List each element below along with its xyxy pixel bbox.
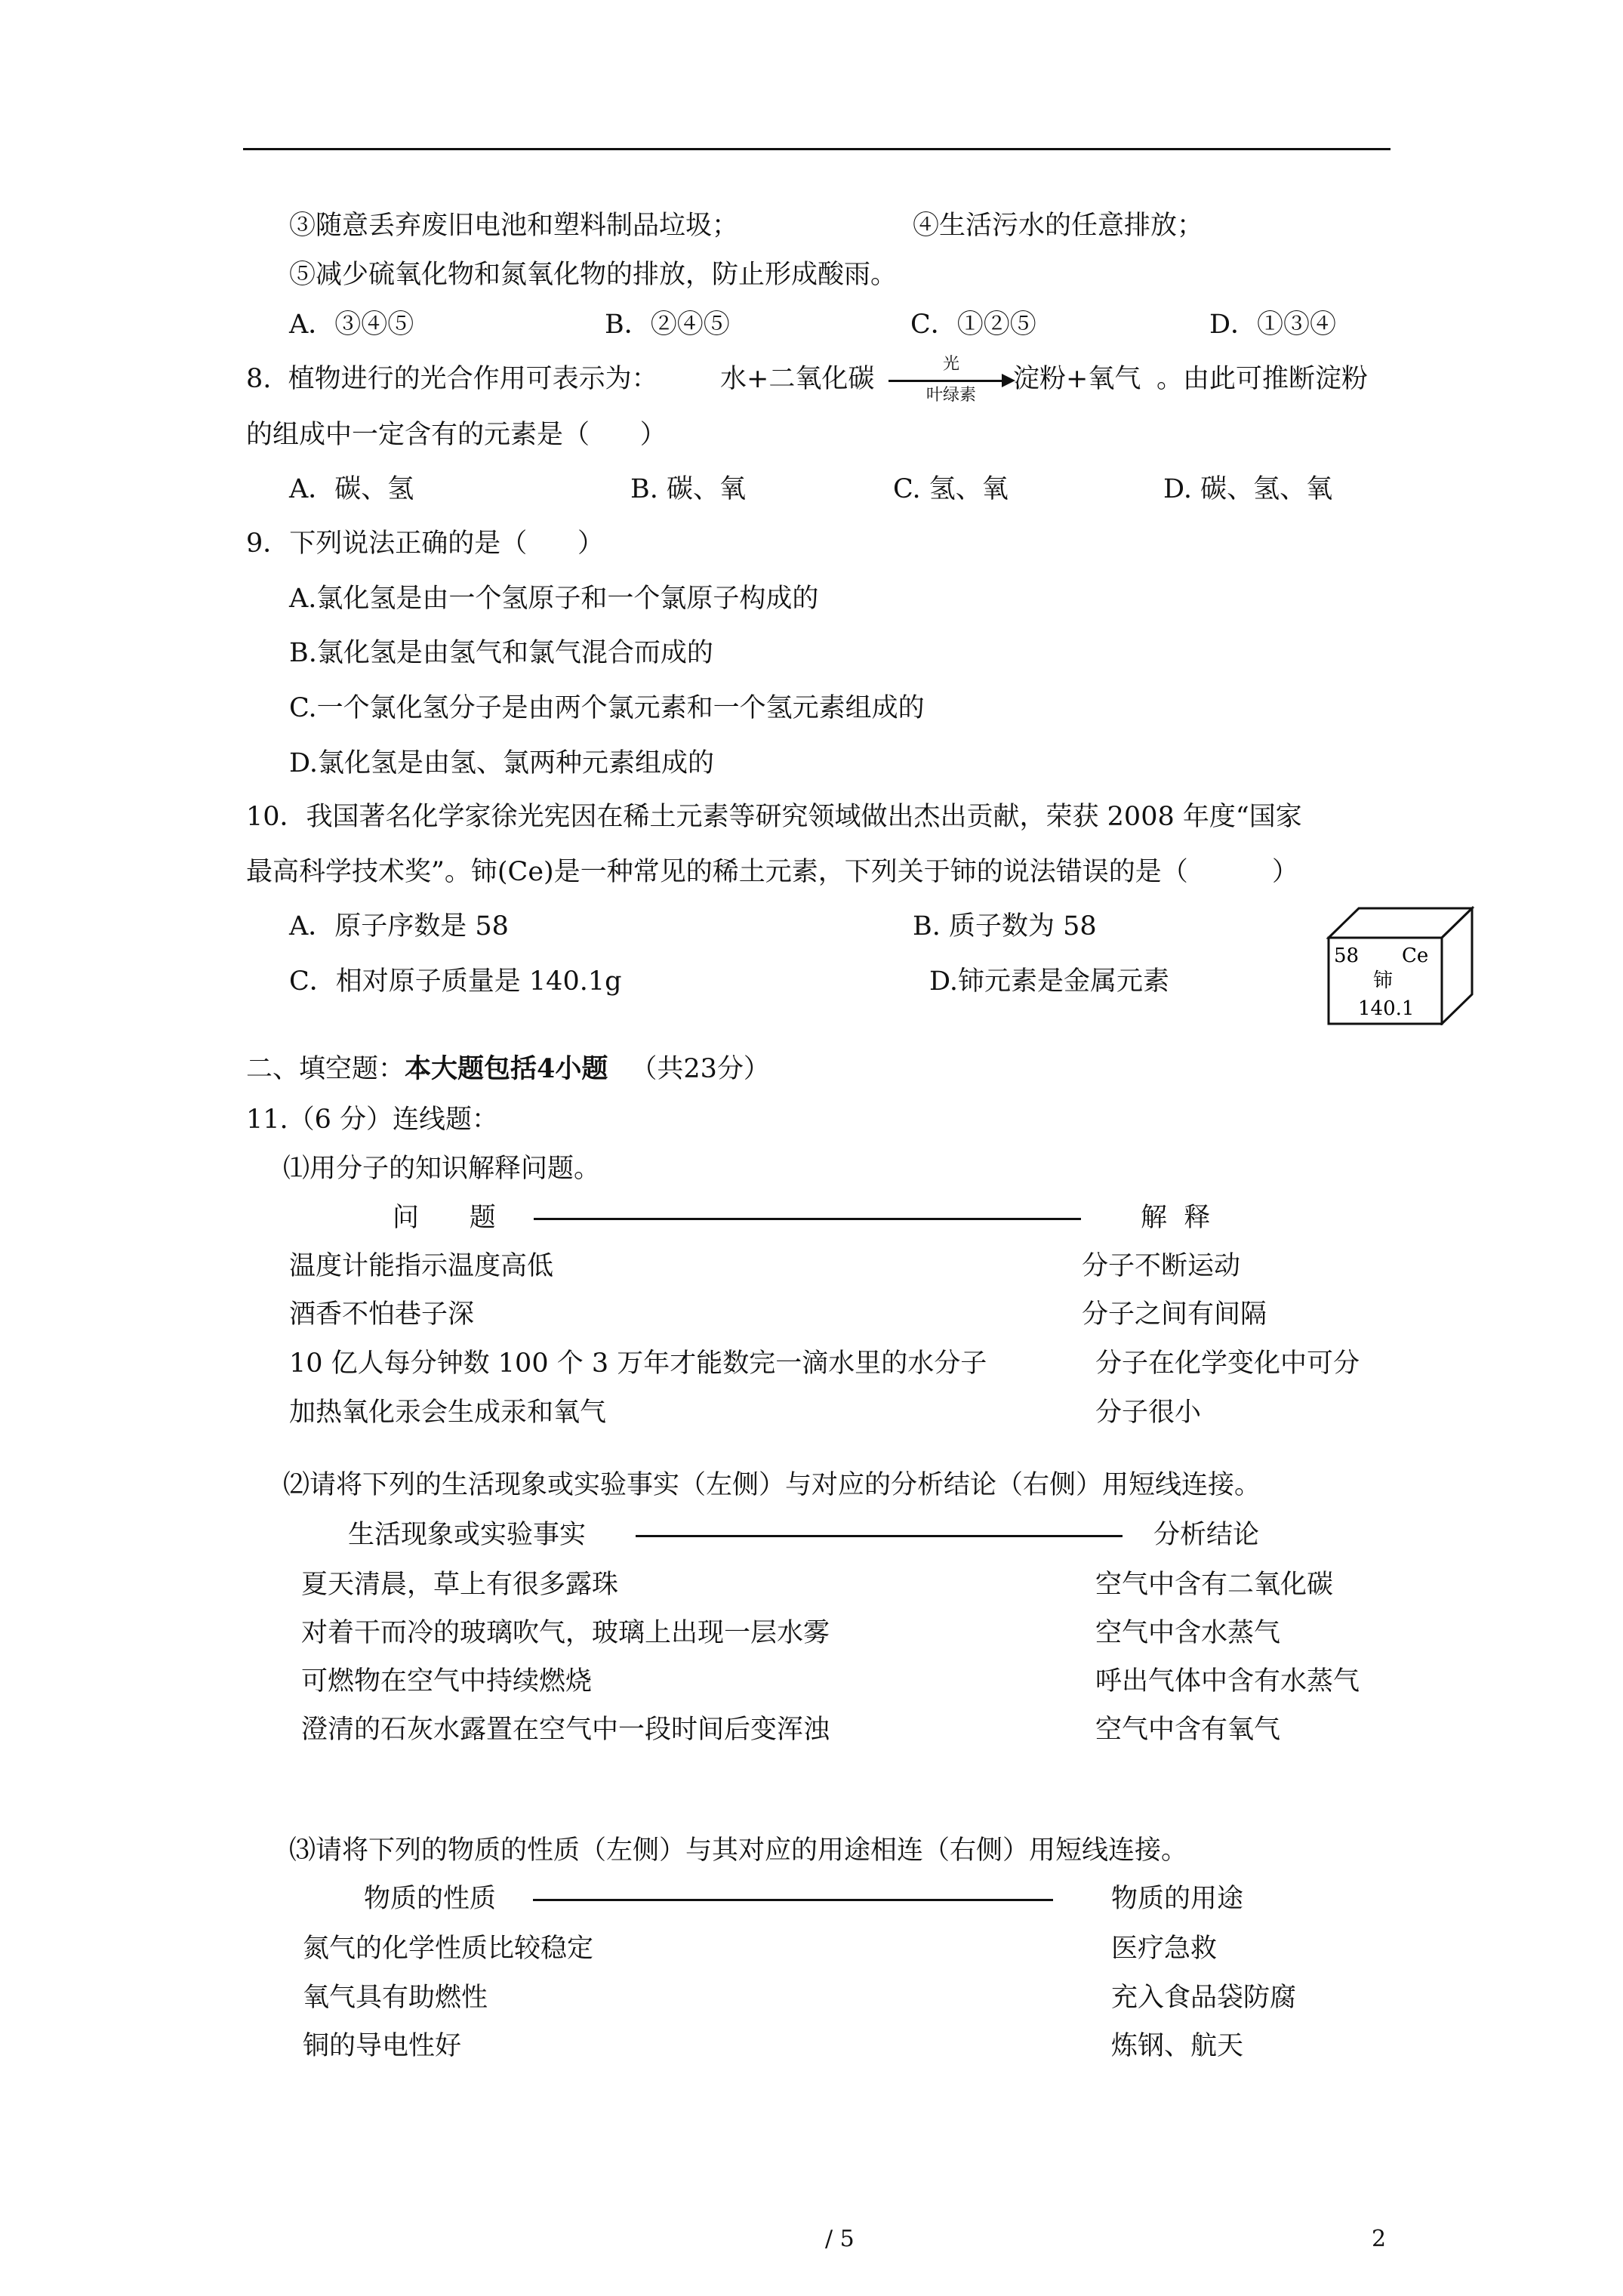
q11-part1-left-item: 加热氧化汞会生成汞和氧气 [289, 1398, 607, 1428]
q8-stem-start: 8. 植物进行的光合作用可表示为： [246, 364, 658, 394]
q9-option-c: C.一个氯化氢分子是由两个氯元素和一个氢元素组成的 [289, 693, 925, 723]
q8-stem-end: 。由此可推断淀粉 [1156, 364, 1369, 394]
q11-part2-title: ⑵请将下列的生活现象或实验事实（左侧）与对应的分析结论（右侧）用短线连接。 [283, 1470, 1261, 1500]
q7-item-5: ⑤减少硫氧化物和氮氧化物的排放，防止形成酸雨。 [289, 260, 898, 290]
q11-part2-left-item: 澄清的石灰水露置在空气中一段时间后变浑浊 [301, 1715, 830, 1745]
q11-part1-header-rule [534, 1218, 1081, 1220]
q11-part1-left-header: 问 题 [393, 1203, 496, 1233]
q11-part2-left-item: 夏天清晨，草上有很多露珠 [301, 1570, 619, 1600]
reaction-arrow [888, 355, 1014, 405]
q11-part3-left-item: 氮气的化学性质比较稳定 [303, 1934, 594, 1964]
q11-part3-right-item: 炼钢、航天 [1111, 2031, 1244, 2061]
header-rule [243, 148, 1390, 150]
q11-part1-left-item: 温度计能指示温度高低 [289, 1251, 554, 1281]
footer-page-number: 2 [1372, 2226, 1387, 2252]
cube-element-symbol: Ce [1402, 945, 1429, 967]
q11-part1-right-item: 分子之间有间隔 [1082, 1299, 1267, 1330]
q11-part3-left-item: 铜的导电性好 [303, 2031, 462, 2061]
section-2-scope: 本大题包括4小题 [405, 1053, 608, 1084]
q11-part1-title: ⑴用分子的知识解释问题。 [283, 1154, 601, 1184]
q7-option-b: B．②④⑤ [605, 310, 730, 340]
q11-part3-left-header: 物质的性质 [364, 1884, 497, 1914]
q8-option-d: D. 碳、氢、氧 [1163, 474, 1333, 504]
q10-option-a: A．原子序数是 58 [289, 911, 509, 942]
q9-option-b: B.氯化氢是由氢气和氯气混合而成的 [289, 638, 713, 668]
q11-part1-right-item: 分子不断运动 [1082, 1251, 1241, 1281]
q9-stem: 9．下列说法正确的是（ ） [246, 529, 605, 559]
cerium-element-cube [1326, 906, 1474, 1025]
reaction-condition-chlorophyll: 叶绿素 [925, 386, 976, 405]
q8-reactants: 水+二氧化碳 [720, 364, 875, 394]
section-2-heading [246, 1053, 770, 1084]
q11-part2-right-item: 空气中含水蒸气 [1095, 1618, 1281, 1648]
q7-option-c: C．①②⑤ [910, 310, 1036, 340]
q11-part1-left-item: 10 亿人每分钟数 100 个 3 万年才能数完一滴水里的水分子 [289, 1348, 987, 1379]
q11-part2-left-header: 生活现象或实验事实 [348, 1520, 587, 1550]
q7-item-4: ④生活污水的任意排放； [913, 211, 1204, 241]
q11-part1-right-header: 解 释 [1141, 1203, 1211, 1233]
q8-stem-line2: 的组成中一定含有的元素是（ ） [246, 420, 667, 450]
q11-part2-left-item: 可燃物在空气中持续燃烧 [301, 1666, 593, 1697]
q8-option-c: C. 氢、氧 [893, 474, 1009, 504]
q8-option-b: B. 碳、氧 [630, 474, 746, 504]
q11-part1-right-item: 分子在化学变化中可分 [1095, 1348, 1360, 1379]
q10-stem-line1: 10．我国著名化学家徐光宪因在稀土元素等研究领域做出杰出贡献，荣获 2008 年度“国家 [246, 802, 1302, 832]
q10-option-d: D.铈元素是金属元素 [929, 966, 1169, 997]
q11-part2-right-header: 分析结论 [1153, 1520, 1260, 1550]
q7-option-a: A．③④⑤ [289, 310, 414, 340]
q11-part3-left-item: 氧气具有助燃性 [303, 1983, 488, 2013]
q8-products: 淀粉+氧气 [1013, 364, 1141, 394]
arrow-line [888, 380, 1003, 382]
q11-part1-left-item: 酒香不怕巷子深 [289, 1299, 475, 1330]
section-2-prefix: 二、填空题： [246, 1054, 405, 1084]
q11-stem: 11.（6 分）连线题： [246, 1105, 499, 1135]
q11-part3-header-rule [533, 1899, 1053, 1901]
cube-atomic-number: 58 [1334, 945, 1360, 967]
cube-element-name: 铈 [1373, 969, 1394, 992]
q7-item-3: ③随意丢弃废旧电池和塑料制品垃圾； [289, 211, 739, 241]
q7-option-d: D．①③④ [1209, 310, 1337, 340]
q11-part2-left-item: 对着干而冷的玻璃吹气，玻璃上出现一层水雾 [301, 1618, 830, 1648]
q9-option-d: D.氯化氢是由氢、氯两种元素组成的 [289, 748, 714, 778]
q10-option-c: C．相对原子质量是 140.1g [289, 966, 622, 997]
cube-atomic-mass: 140.1 [1358, 997, 1415, 1020]
q10-option-b: B. 质子数为 58 [913, 911, 1097, 942]
q11-part3-right-item: 充入食品袋防腐 [1111, 1983, 1297, 2013]
q11-part3-right-item: 医疗急救 [1111, 1934, 1218, 1964]
q11-part2-header-rule [636, 1535, 1123, 1537]
footer-page-total: / 5 [825, 2226, 855, 2252]
q11-part3-title: ⑶请将下列的物质的性质（左侧）与其对应的用途相连（右侧）用短线连接。 [289, 1835, 1188, 1866]
section-2-points: （共23分） [630, 1054, 770, 1084]
q10-stem-line2: 最高科学技术奖”。铈(Ce)是一种常见的稀土元素，下列关于铈的说法错误的是（ ） [246, 857, 1298, 887]
q11-part2-right-item: 空气中含有二氧化碳 [1095, 1570, 1334, 1600]
q11-part2-right-item: 呼出气体中含有水蒸气 [1095, 1666, 1360, 1697]
q11-part2-right-item: 空气中含有氧气 [1095, 1715, 1281, 1745]
q8-option-a: A．碳、氢 [289, 474, 414, 504]
reaction-condition-light: 光 [942, 355, 959, 374]
q9-option-a: A.氯化氢是由一个氢原子和一个氯原子构成的 [289, 584, 819, 614]
q11-part1-right-item: 分子很小 [1095, 1398, 1202, 1428]
q11-part3-right-header: 物质的用途 [1111, 1884, 1244, 1914]
